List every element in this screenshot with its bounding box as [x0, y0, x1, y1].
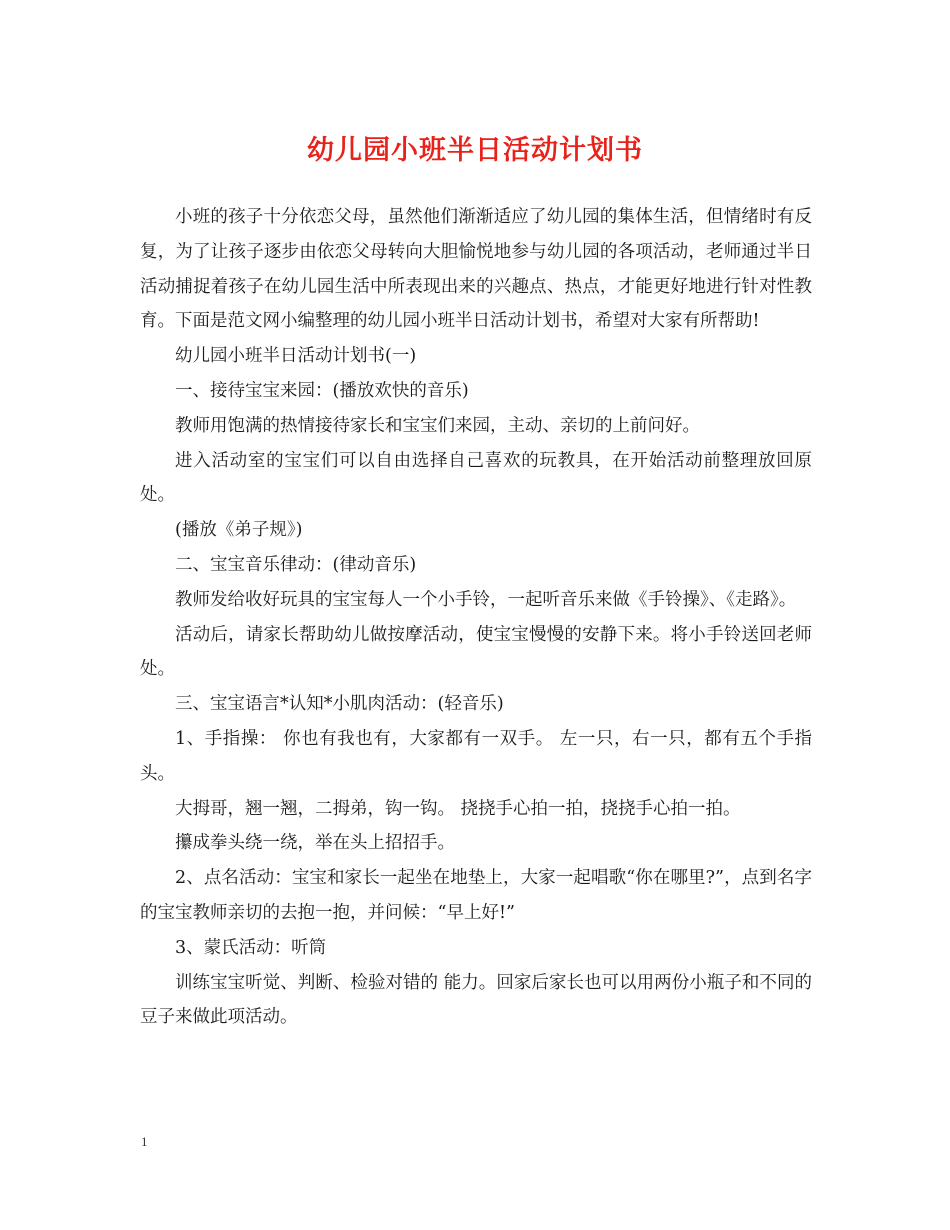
body-paragraph: 1、手指操： 你也有我也有，大家都有一双手。 左一只，右一只，都有五个手指头。: [140, 728, 812, 784]
section-heading: 幼儿园小班半日活动计划书(一): [175, 346, 417, 367]
body-paragraph: 攥成拳头绕一绕，举在头上招招手。: [175, 833, 455, 854]
body-paragraph: 教师用饱满的热情接待家长和宝宝们来园，主动、亲切的上前问好。: [175, 415, 700, 436]
document-title: 幼儿园小班半日活动计划书: [307, 135, 643, 166]
body-paragraph: 2、点名活动：宝宝和家长一起坐在地垫上，大家一起唱歌“你在哪里?”，点到名字的宝宝教师亲切的去抱一抱，并问候：“早上好!”: [140, 868, 812, 923]
body-paragraph: 教师发给收好玩具的宝宝每人一个小手铃，一起听音乐来做《手铃操》、《走路》。: [175, 589, 797, 610]
body-paragraph: 活动后，请家长帮助幼儿做按摩活动，使宝宝慢慢的安静下来。将小手铃送回老师处。: [140, 624, 812, 680]
body-paragraph: 进入活动室的宝宝们可以自由选择自己喜欢的玩教具，在开始活动前整理放回原处。: [140, 450, 812, 506]
body-paragraph: (播放《弟子规》): [175, 520, 303, 541]
document-body: [140, 200, 812, 1035]
body-paragraph: 大拇哥，翘一翘，二拇弟，钩一钩。 挠挠手心拍一拍，挠挠手心拍一拍。: [175, 798, 741, 819]
section-item-heading: 三、宝宝语言*认知*小肌肉活动：(轻音乐): [175, 694, 504, 715]
section-item-heading: 二、宝宝音乐律动：(律动音乐): [175, 554, 417, 575]
body-paragraph: 训练宝宝听觉、判断、检验对错的 能力。回家后家长也可以用两份小瓶子和不同的豆子来做此项活动。: [140, 972, 812, 1028]
page-number: 1: [141, 1134, 148, 1149]
body-paragraph: 3、蒙氏活动：听筒: [175, 937, 327, 958]
intro-paragraph: 小班的孩子十分依恋父母，虽然他们渐渐适应了幼儿园的集体生活，但情绪时有反复，为了让孩子逐步由依恋父母转向大胆愉悦地参与幼儿园的各项活动，老师通过半日活动捕捉着孩子在幼儿园生活中所表现出来的兴趣点、热点，才能更好地进行针对性教育。下面是范文网小编整理的幼儿园小班半日活动计划书，希望对大家有所帮助!: [140, 207, 812, 332]
section-item-heading: 一、接待宝宝来园：(播放欢快的音乐): [175, 380, 469, 401]
